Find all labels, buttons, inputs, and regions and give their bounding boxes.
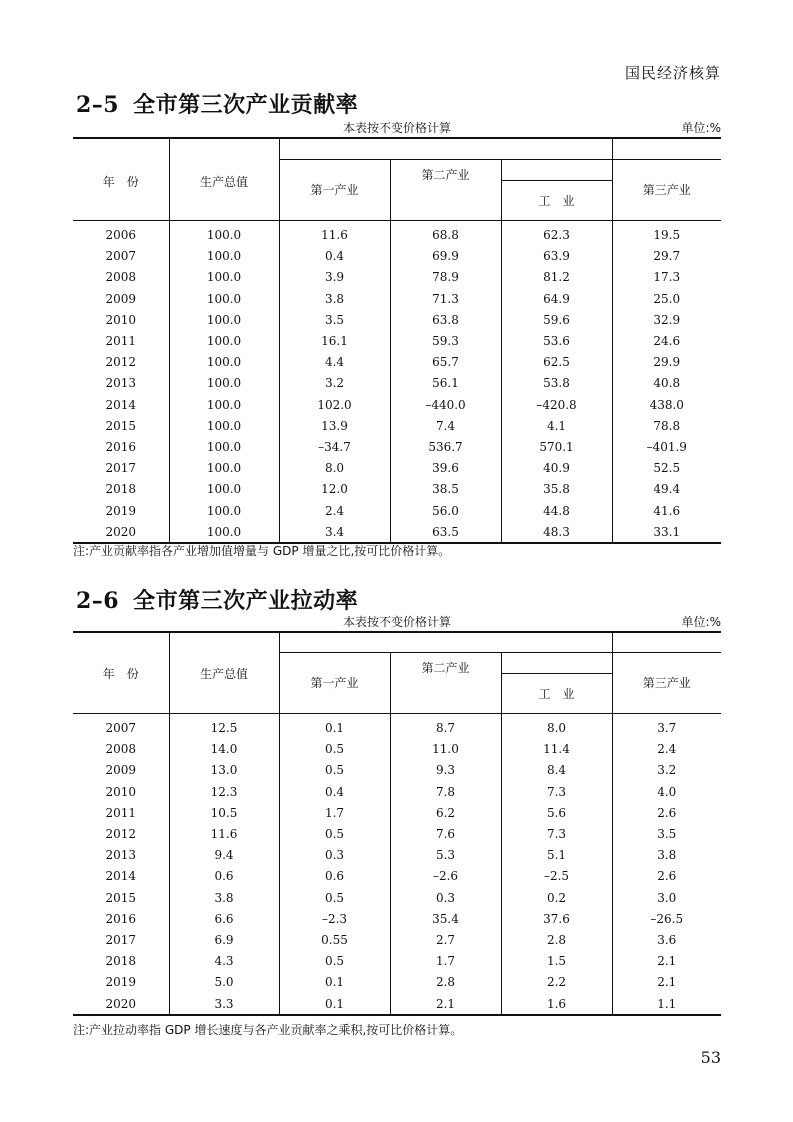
value-cell: 35.4	[390, 908, 501, 929]
table2-subtitle: 本表按不变价格计算	[342, 615, 451, 629]
value-cell: 4.0	[612, 781, 721, 802]
value-cell: 100.0	[169, 330, 279, 351]
table1	[73, 137, 721, 544]
value-cell: 8.0	[501, 713, 612, 739]
value-cell: –440.0	[390, 394, 501, 415]
running-header: 国民经济核算	[624, 64, 721, 82]
value-cell: 38.5	[390, 479, 501, 500]
value-cell: 7.3	[501, 823, 612, 844]
value-cell: 0.5	[279, 887, 390, 908]
value-cell: 59.3	[390, 330, 501, 351]
value-cell: 4.1	[501, 415, 612, 436]
value-cell: 25.0	[612, 288, 721, 309]
year-cell: 2009	[105, 763, 137, 778]
year-cell: 2018	[105, 954, 137, 969]
table-row	[73, 288, 721, 309]
value-cell: 29.7	[612, 246, 721, 267]
value-cell: 39.6	[390, 458, 501, 479]
table-row	[73, 458, 721, 479]
value-cell: –2.3	[279, 908, 390, 929]
value-cell: 1.6	[501, 993, 612, 1015]
col-header-tertiary: 第三产业	[612, 652, 721, 713]
table2-note: 注:产业拉动率指 GDP 增长速度与各产业贡献率之乘积,按可比价格计算。	[73, 1023, 463, 1037]
table1-number: 2–5	[76, 92, 120, 118]
year-cell: 2012	[105, 827, 137, 842]
table-row	[73, 500, 721, 521]
value-cell: 0.5	[279, 823, 390, 844]
value-cell: 2.1	[612, 951, 721, 972]
value-cell: 3.7	[612, 713, 721, 739]
table2-unit: 单位:%	[681, 615, 721, 629]
year-cell: 2020	[73, 521, 169, 543]
year-cell: 2020	[73, 993, 169, 1015]
value-cell: 100.0	[169, 394, 279, 415]
value-cell: 0.55	[279, 929, 390, 950]
table-row	[73, 781, 721, 802]
table2-number: 2–6	[76, 588, 120, 614]
value-cell: 12.3	[169, 781, 279, 802]
value-cell: 100.0	[169, 373, 279, 394]
table-row	[73, 352, 721, 373]
value-cell: 19.5	[612, 220, 721, 246]
value-cell: 11.4	[501, 739, 612, 760]
table-row	[73, 394, 721, 415]
value-cell: 48.3	[501, 521, 612, 543]
value-cell: 2.8	[390, 972, 501, 993]
table-row	[73, 220, 721, 246]
value-cell: 17.3	[612, 267, 721, 288]
value-cell: 3.9	[279, 267, 390, 288]
col-header-primary: 第一产业	[279, 652, 390, 713]
value-cell: 10.5	[169, 802, 279, 823]
table2-title	[76, 584, 358, 615]
value-cell: –26.5	[612, 908, 721, 929]
value-cell: 3.8	[279, 288, 390, 309]
value-cell: 0.5	[279, 760, 390, 781]
value-cell: 6.2	[390, 802, 501, 823]
year-cell: 2019	[105, 975, 137, 990]
table-row	[73, 845, 721, 866]
value-cell: 56.1	[390, 373, 501, 394]
table1-note: 注:产业贡献率指各产业增加值增量与 GDP 增量之比,按可比价格计算。	[73, 544, 451, 558]
value-cell: 100.0	[169, 521, 279, 543]
year-cell: 2007	[105, 721, 137, 736]
table-row	[73, 479, 721, 500]
value-cell: 63.5	[390, 521, 501, 543]
value-cell: 1.7	[390, 951, 501, 972]
value-cell: 1.7	[279, 802, 390, 823]
table2-subinfo	[73, 613, 721, 631]
value-cell: –34.7	[279, 436, 390, 457]
year-cell: 2013	[105, 376, 137, 391]
value-cell: 2.4	[279, 500, 390, 521]
value-cell: 0.5	[279, 739, 390, 760]
table-row	[73, 760, 721, 781]
value-cell: 100.0	[169, 352, 279, 373]
value-cell: 100.0	[169, 246, 279, 267]
value-cell: 3.5	[279, 309, 390, 330]
table1-subinfo	[73, 119, 721, 137]
value-cell: –401.9	[612, 436, 721, 457]
value-cell: 438.0	[612, 394, 721, 415]
value-cell: 52.5	[612, 458, 721, 479]
table2-body	[73, 713, 721, 1015]
year-cell: 2011	[105, 334, 137, 349]
value-cell: 37.6	[501, 908, 612, 929]
value-cell: 100.0	[169, 500, 279, 521]
year-cell: 2009	[105, 291, 137, 306]
value-cell: 2.8	[501, 929, 612, 950]
table2	[73, 631, 721, 1016]
value-cell: 100.0	[169, 436, 279, 457]
value-cell: 81.2	[501, 267, 612, 288]
value-cell: 3.4	[279, 521, 390, 543]
value-cell: 100.0	[169, 288, 279, 309]
value-cell: 0.5	[279, 951, 390, 972]
value-cell: 2.1	[390, 993, 501, 1015]
col-header-primary: 第一产业	[279, 159, 390, 220]
value-cell: 5.6	[501, 802, 612, 823]
value-cell: 4.4	[279, 352, 390, 373]
value-cell: 32.9	[612, 309, 721, 330]
table-row	[73, 415, 721, 436]
col-header-year: 年 份	[73, 632, 169, 713]
table-row	[73, 713, 721, 739]
value-cell: 2.7	[390, 929, 501, 950]
year-cell: 2016	[105, 911, 137, 926]
value-cell: 16.1	[279, 330, 390, 351]
value-cell: 8.4	[501, 760, 612, 781]
value-cell: –2.5	[501, 866, 612, 887]
value-cell: 12.0	[279, 479, 390, 500]
year-cell: 2006	[105, 228, 137, 243]
year-cell: 2014	[105, 869, 137, 884]
value-cell: 40.9	[501, 458, 612, 479]
col-header-gdp: 生产总值	[169, 632, 279, 713]
year-cell: 2018	[105, 482, 137, 497]
value-cell: 9.3	[390, 760, 501, 781]
value-cell: 100.0	[169, 415, 279, 436]
value-cell: 3.2	[612, 760, 721, 781]
col-header-secondary: 第二产业	[390, 652, 501, 713]
value-cell: 3.0	[612, 887, 721, 908]
value-cell: 0.3	[390, 887, 501, 908]
value-cell: 3.8	[169, 887, 279, 908]
value-cell: 13.0	[169, 760, 279, 781]
value-cell: 0.1	[279, 972, 390, 993]
value-cell: 1.1	[612, 993, 721, 1015]
value-cell: 49.4	[612, 479, 721, 500]
value-cell: 11.6	[169, 823, 279, 844]
table-row	[73, 866, 721, 887]
table1-subtitle: 本表按不变价格计算	[342, 121, 451, 135]
year-cell: 2008	[105, 270, 137, 285]
value-cell: 53.6	[501, 330, 612, 351]
table-row	[73, 246, 721, 267]
year-cell: 2007	[105, 249, 137, 264]
table-row	[73, 309, 721, 330]
table-row	[73, 521, 721, 543]
table-row	[73, 802, 721, 823]
table-row	[73, 993, 721, 1015]
value-cell: 1.5	[501, 951, 612, 972]
value-cell: 2.2	[501, 972, 612, 993]
table2-title-text: 全市第三次产业拉动率	[133, 589, 359, 614]
value-cell: 0.3	[279, 845, 390, 866]
value-cell: 102.0	[279, 394, 390, 415]
value-cell: 6.6	[169, 908, 279, 929]
value-cell: 41.6	[612, 500, 721, 521]
value-cell: 3.8	[612, 845, 721, 866]
col-header-secondary: 第二产业	[390, 159, 501, 220]
value-cell: 78.8	[612, 415, 721, 436]
value-cell: 8.0	[279, 458, 390, 479]
value-cell: 3.5	[612, 823, 721, 844]
value-cell: 100.0	[169, 220, 279, 246]
value-cell: 100.0	[169, 309, 279, 330]
value-cell: 40.8	[612, 373, 721, 394]
table-row	[73, 330, 721, 351]
year-cell: 2015	[105, 418, 137, 433]
value-cell: 7.4	[390, 415, 501, 436]
value-cell: 100.0	[169, 458, 279, 479]
table-row	[73, 739, 721, 760]
value-cell: 570.1	[501, 436, 612, 457]
table1-body	[73, 220, 721, 543]
value-cell: 63.8	[390, 309, 501, 330]
value-cell: 7.6	[390, 823, 501, 844]
value-cell: 64.9	[501, 288, 612, 309]
value-cell: 35.8	[501, 479, 612, 500]
value-cell: 24.6	[612, 330, 721, 351]
year-cell: 2014	[105, 397, 137, 412]
value-cell: 9.4	[169, 845, 279, 866]
value-cell: 5.1	[501, 845, 612, 866]
value-cell: 0.4	[279, 781, 390, 802]
year-cell: 2013	[105, 848, 137, 863]
value-cell: 7.3	[501, 781, 612, 802]
year-cell: 2010	[105, 784, 137, 799]
value-cell: 0.6	[279, 866, 390, 887]
value-cell: 5.0	[169, 972, 279, 993]
year-cell: 2010	[105, 312, 137, 327]
value-cell: –2.6	[390, 866, 501, 887]
table1-title-text: 全市第三次产业贡献率	[133, 93, 359, 118]
value-cell: 100.0	[169, 479, 279, 500]
value-cell: 0.2	[501, 887, 612, 908]
year-cell: 2016	[105, 439, 137, 454]
value-cell: 100.0	[169, 267, 279, 288]
value-cell: 0.1	[279, 993, 390, 1015]
table1-title	[76, 88, 358, 119]
value-cell: 62.5	[501, 352, 612, 373]
year-cell: 2017	[105, 461, 137, 476]
value-cell: 4.3	[169, 951, 279, 972]
value-cell: 29.9	[612, 352, 721, 373]
value-cell: 44.8	[501, 500, 612, 521]
value-cell: 5.3	[390, 845, 501, 866]
value-cell: 0.4	[279, 246, 390, 267]
page-number: 53	[700, 1048, 721, 1067]
value-cell: 3.3	[169, 993, 279, 1015]
value-cell: 63.9	[501, 246, 612, 267]
value-cell: 53.8	[501, 373, 612, 394]
value-cell: 2.6	[612, 866, 721, 887]
col-header-tertiary: 第三产业	[612, 159, 721, 220]
year-cell: 2012	[105, 355, 137, 370]
value-cell: 33.1	[612, 521, 721, 543]
year-cell: 2008	[105, 742, 137, 757]
value-cell: 2.1	[612, 972, 721, 993]
value-cell: 13.9	[279, 415, 390, 436]
value-cell: 65.7	[390, 352, 501, 373]
value-cell: 6.9	[169, 929, 279, 950]
value-cell: 14.0	[169, 739, 279, 760]
value-cell: 2.4	[612, 739, 721, 760]
table-row	[73, 823, 721, 844]
col-header-industry: 工 业	[501, 673, 612, 713]
value-cell: 71.3	[390, 288, 501, 309]
value-cell: 62.3	[501, 220, 612, 246]
value-cell: 78.9	[390, 267, 501, 288]
year-cell: 2011	[105, 805, 137, 820]
value-cell: 536.7	[390, 436, 501, 457]
value-cell: 59.6	[501, 309, 612, 330]
table-row	[73, 972, 721, 993]
year-cell: 2015	[105, 890, 137, 905]
year-cell: 2019	[105, 503, 137, 518]
value-cell: 3.6	[612, 929, 721, 950]
col-header-industry: 工 业	[501, 180, 612, 220]
value-cell: 0.6	[169, 866, 279, 887]
table-row	[73, 267, 721, 288]
value-cell: 69.9	[390, 246, 501, 267]
table-row	[73, 436, 721, 457]
value-cell: 11.6	[279, 220, 390, 246]
col-header-gdp: 生产总值	[169, 138, 279, 220]
table-row	[73, 951, 721, 972]
value-cell: 68.8	[390, 220, 501, 246]
value-cell: 12.5	[169, 713, 279, 739]
table1-unit: 单位:%	[681, 121, 721, 135]
table-row	[73, 373, 721, 394]
value-cell: 56.0	[390, 500, 501, 521]
value-cell: 8.7	[390, 713, 501, 739]
year-cell: 2017	[105, 932, 137, 947]
value-cell: 0.1	[279, 713, 390, 739]
table-row	[73, 929, 721, 950]
value-cell: –420.8	[501, 394, 612, 415]
value-cell: 3.2	[279, 373, 390, 394]
table-row	[73, 887, 721, 908]
value-cell: 7.8	[390, 781, 501, 802]
value-cell: 11.0	[390, 739, 501, 760]
value-cell: 2.6	[612, 802, 721, 823]
table-row	[73, 908, 721, 929]
col-header-year: 年 份	[73, 138, 169, 220]
